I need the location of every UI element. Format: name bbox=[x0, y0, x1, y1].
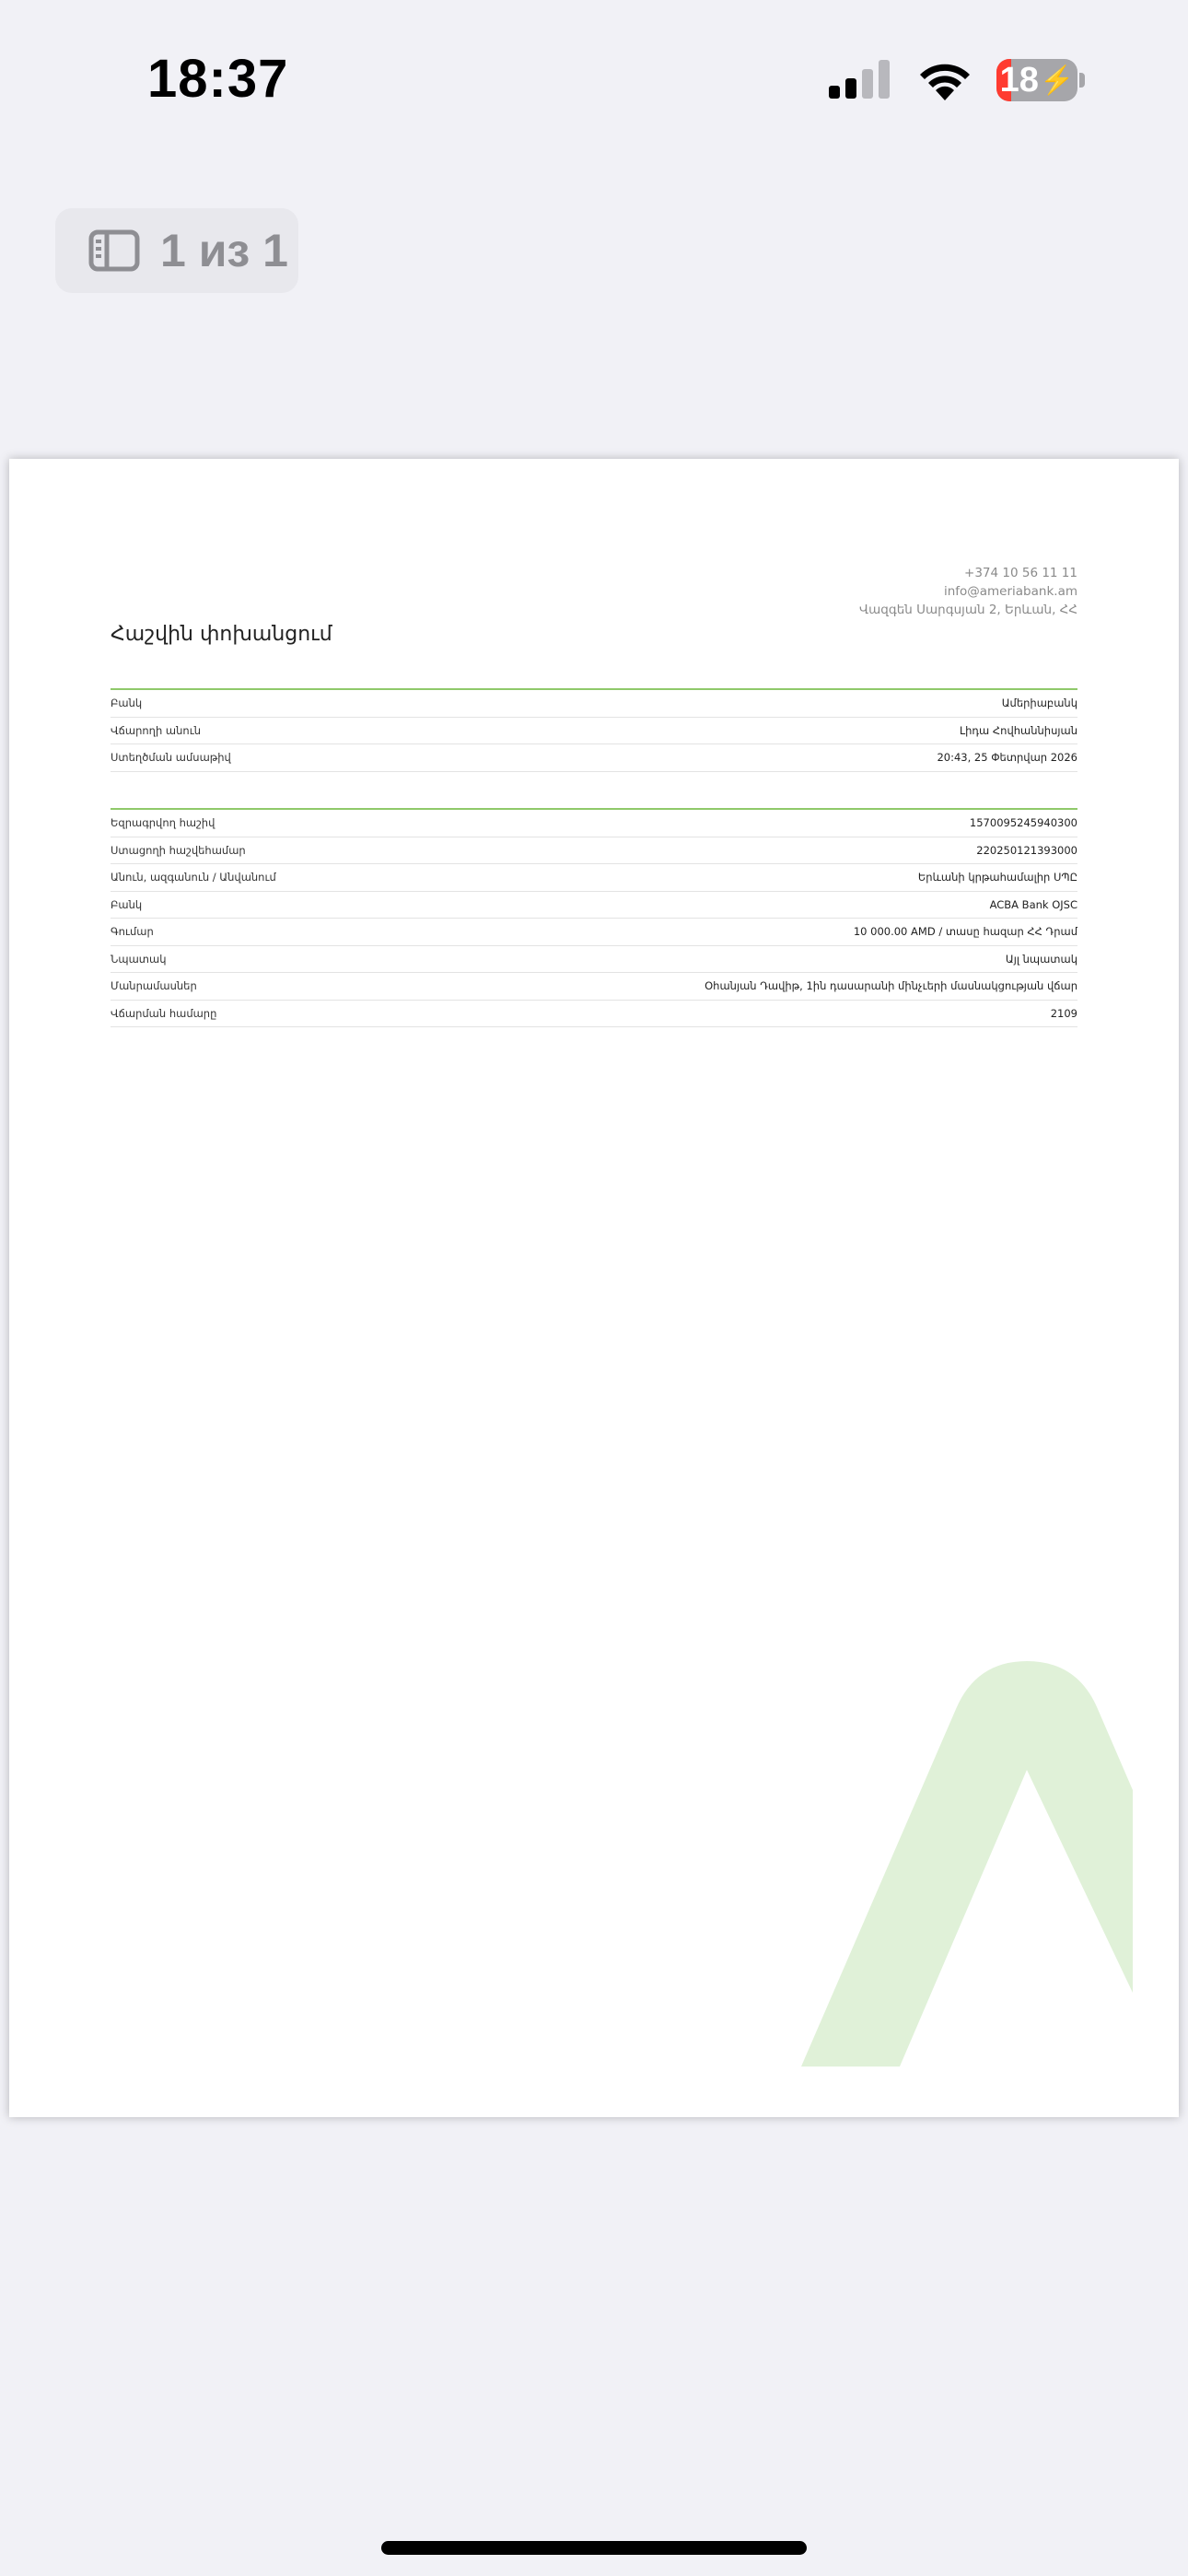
bank-contact-info bbox=[859, 564, 1077, 619]
row-label: Վճարողի անուն bbox=[111, 723, 201, 737]
page-indicator-label: 1 из 1 bbox=[160, 225, 288, 276]
row-value: 10 000.00 AMD / տասը հազար ՀՀ Դրամ bbox=[853, 925, 1077, 939]
detail-row bbox=[111, 810, 1077, 837]
page-indicator-button[interactable] bbox=[55, 208, 298, 293]
row-label: Մանրամասներ bbox=[111, 979, 197, 993]
cellular-signal-icon bbox=[829, 60, 893, 100]
document-title: Հաշվին փոխանցում bbox=[111, 623, 332, 646]
bank-email: info@ameriabank.am bbox=[943, 584, 1077, 599]
row-value: Օհանյան Դավիթ, 1ին դասարանի մինչւերի մասնակցության վճար bbox=[705, 979, 1077, 993]
bank-logo-watermark bbox=[801, 1661, 1133, 2067]
row-value: 2109 bbox=[1050, 1006, 1077, 1020]
detail-row bbox=[111, 892, 1077, 919]
detail-row bbox=[111, 690, 1077, 718]
detail-row bbox=[111, 837, 1077, 865]
wifi-icon bbox=[917, 60, 973, 100]
transfer-section bbox=[111, 808, 1077, 1027]
detail-row bbox=[111, 744, 1077, 772]
detail-row bbox=[111, 919, 1077, 946]
row-value: Լիդա Հովհաննիսյան bbox=[960, 723, 1077, 737]
home-indicator[interactable] bbox=[381, 2541, 807, 2555]
row-label: Եզրագրվող հաշիվ bbox=[111, 816, 215, 830]
row-value: Երևանի կրթահամալիր ՍՊԸ bbox=[917, 871, 1077, 884]
row-value: 220250121393000 bbox=[976, 843, 1077, 857]
row-label: Բանկ bbox=[111, 897, 143, 911]
bank-address: Վազգեն Սարգսյան 2, Երևան, ՀՀ bbox=[858, 603, 1077, 617]
row-label: Ստացողի հաշվեհամար bbox=[111, 843, 246, 857]
battery-level: 18 bbox=[999, 60, 1039, 100]
detail-row bbox=[111, 973, 1077, 1001]
row-label: Ստեղծման ամսաթիվ bbox=[111, 751, 231, 765]
bolt-icon: ⚡ bbox=[1039, 64, 1075, 96]
detail-row bbox=[111, 718, 1077, 745]
status-time: 18:37 bbox=[147, 49, 289, 109]
detail-row bbox=[111, 1001, 1077, 1028]
row-label: Գումար bbox=[111, 925, 154, 939]
detail-row bbox=[111, 864, 1077, 892]
document-page[interactable] bbox=[9, 459, 1179, 2117]
row-label: Վճարման համարը bbox=[111, 1006, 217, 1020]
row-value: Ամերիաբանկ bbox=[1001, 697, 1077, 710]
row-label: Անուն, ազգանուն / Անվանում bbox=[111, 871, 276, 884]
row-value: ACBA Bank OJSC bbox=[989, 897, 1077, 911]
sidebar-icon bbox=[88, 229, 140, 272]
battery-charging-icon bbox=[996, 59, 1085, 101]
row-label: Բանկ bbox=[111, 697, 143, 710]
row-value: 20:43, 25 Փետրվար 2026 bbox=[937, 751, 1077, 765]
status-icons bbox=[829, 57, 1085, 103]
bank-phone: +374 10 56 11 11 bbox=[964, 566, 1077, 580]
row-value: 1570095245940300 bbox=[969, 816, 1077, 830]
detail-row bbox=[111, 946, 1077, 974]
row-value: Այլ նպատակ bbox=[1005, 952, 1077, 966]
payer-section bbox=[111, 688, 1077, 772]
row-label: Նպատակ bbox=[111, 952, 167, 966]
